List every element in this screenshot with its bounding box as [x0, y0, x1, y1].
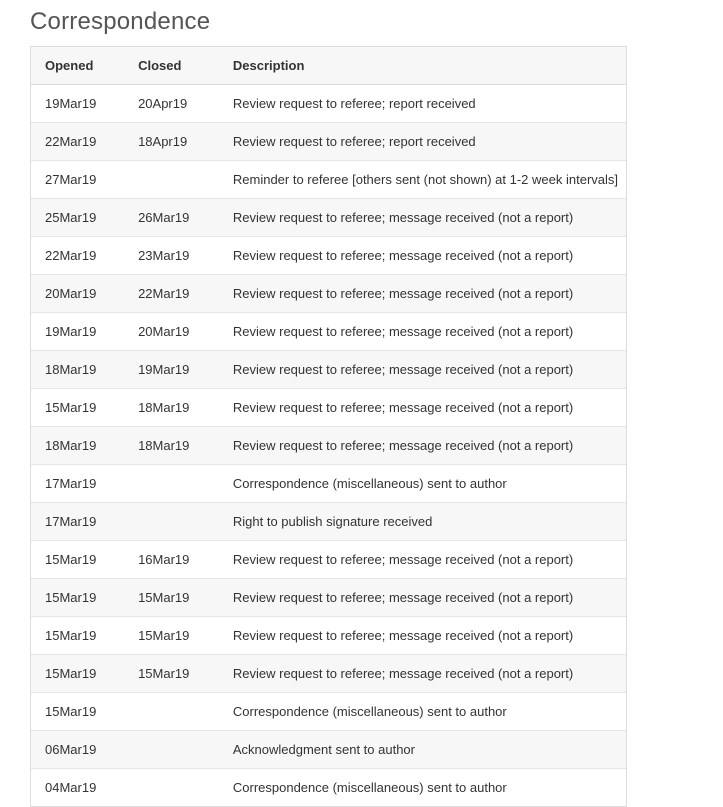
cell-opened: 15Mar19	[31, 579, 124, 617]
cell-opened: 19Mar19	[31, 85, 124, 123]
cell-opened: 17Mar19	[31, 465, 124, 503]
correspondence-table-container	[30, 46, 627, 807]
cell-description: Review request to referee; message received (not a report)	[219, 199, 626, 237]
cell-opened: 06Mar19	[31, 731, 124, 769]
cell-opened: 25Mar19	[31, 199, 124, 237]
cell-description: Correspondence (miscellaneous) sent to author	[219, 693, 626, 731]
cell-closed: 20Mar19	[124, 313, 219, 351]
cell-closed: 15Mar19	[124, 579, 219, 617]
column-header-closed: Closed	[124, 47, 219, 85]
table-row	[31, 579, 626, 617]
cell-description: Reminder to referee [others sent (not shown) at 1-2 week intervals]	[219, 161, 626, 199]
cell-closed	[124, 769, 219, 807]
table-row	[31, 541, 626, 579]
table-row	[31, 351, 626, 389]
table-body	[31, 85, 626, 807]
table-row	[31, 237, 626, 275]
cell-closed: 18Mar19	[124, 389, 219, 427]
cell-closed: 15Mar19	[124, 655, 219, 693]
cell-closed: 19Mar19	[124, 351, 219, 389]
table-row	[31, 313, 626, 351]
table-row	[31, 123, 626, 161]
cell-description: Review request to referee; message received (not a report)	[219, 351, 626, 389]
cell-opened: 04Mar19	[31, 769, 124, 807]
cell-closed: 23Mar19	[124, 237, 219, 275]
cell-opened: 19Mar19	[31, 313, 124, 351]
cell-description: Correspondence (miscellaneous) sent to author	[219, 465, 626, 503]
column-header-description: Description	[219, 47, 626, 85]
cell-closed: 15Mar19	[124, 617, 219, 655]
table-row	[31, 617, 626, 655]
table-row	[31, 655, 626, 693]
table-row	[31, 769, 626, 807]
cell-opened: 15Mar19	[31, 617, 124, 655]
table-row	[31, 199, 626, 237]
cell-description: Review request to referee; message received (not a report)	[219, 655, 626, 693]
cell-opened: 18Mar19	[31, 427, 124, 465]
cell-opened: 15Mar19	[31, 389, 124, 427]
cell-description: Right to publish signature received	[219, 503, 626, 541]
table-row	[31, 161, 626, 199]
table-row	[31, 427, 626, 465]
cell-closed: 18Mar19	[124, 427, 219, 465]
cell-description: Review request to referee; message received (not a report)	[219, 275, 626, 313]
cell-opened: 22Mar19	[31, 123, 124, 161]
cell-description: Review request to referee; message received (not a report)	[219, 237, 626, 275]
cell-opened: 22Mar19	[31, 237, 124, 275]
cell-opened: 18Mar19	[31, 351, 124, 389]
cell-opened: 17Mar19	[31, 503, 124, 541]
cell-description: Acknowledgment sent to author	[219, 731, 626, 769]
cell-description: Review request to referee; report received	[219, 123, 626, 161]
cell-opened: 15Mar19	[31, 655, 124, 693]
cell-description: Review request to referee; message received (not a report)	[219, 579, 626, 617]
cell-closed: 22Mar19	[124, 275, 219, 313]
cell-closed	[124, 731, 219, 769]
table-row	[31, 465, 626, 503]
cell-description: Review request to referee; message received (not a report)	[219, 313, 626, 351]
cell-description: Review request to referee; message received (not a report)	[219, 427, 626, 465]
cell-closed	[124, 503, 219, 541]
table-row	[31, 389, 626, 427]
cell-description: Correspondence (miscellaneous) sent to author	[219, 769, 626, 807]
column-header-opened: Opened	[31, 47, 124, 85]
page-title: Correspondence	[30, 8, 211, 35]
cell-description: Review request to referee; message received (not a report)	[219, 389, 626, 427]
cell-closed	[124, 161, 219, 199]
cell-opened: 27Mar19	[31, 161, 124, 199]
cell-opened: 15Mar19	[31, 693, 124, 731]
cell-opened: 20Mar19	[31, 275, 124, 313]
cell-description: Review request to referee; report received	[219, 85, 626, 123]
table-row	[31, 85, 626, 123]
cell-closed	[124, 693, 219, 731]
table-header	[31, 47, 626, 85]
cell-closed: 26Mar19	[124, 199, 219, 237]
table-row	[31, 693, 626, 731]
cell-closed: 16Mar19	[124, 541, 219, 579]
table-header-row	[31, 47, 626, 85]
cell-closed	[124, 465, 219, 503]
table-row	[31, 275, 626, 313]
cell-closed: 20Apr19	[124, 85, 219, 123]
cell-closed: 18Apr19	[124, 123, 219, 161]
cell-opened: 15Mar19	[31, 541, 124, 579]
table-row	[31, 731, 626, 769]
table-row	[31, 503, 626, 541]
correspondence-table	[31, 47, 626, 806]
cell-description: Review request to referee; message received (not a report)	[219, 541, 626, 579]
cell-description: Review request to referee; message received (not a report)	[219, 617, 626, 655]
